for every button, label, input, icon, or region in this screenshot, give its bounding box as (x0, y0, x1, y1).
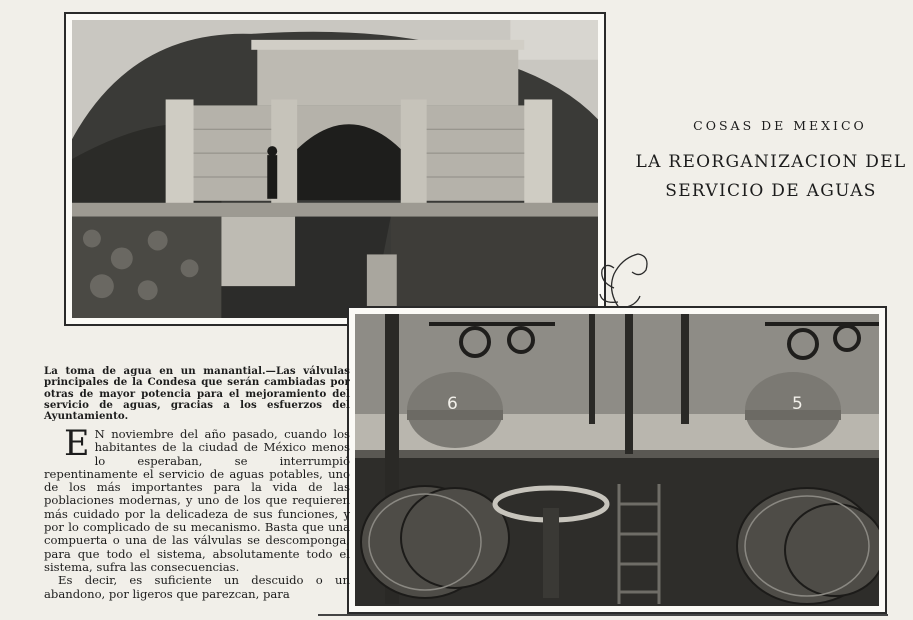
valve-label-5: 5 (792, 394, 803, 414)
valves-illustration (355, 314, 879, 606)
bottom-rule (318, 614, 888, 616)
photo-valves (347, 306, 887, 614)
article-body (44, 424, 350, 601)
body-paragraph-1 (44, 424, 350, 574)
title-line-1: LA REORGANIZACION DEL (635, 152, 907, 172)
water-intake-illustration (72, 20, 598, 318)
article-title (630, 148, 912, 206)
photo-water-intake (64, 12, 606, 326)
drop-cap: E (64, 424, 90, 464)
body-paragraph-2: Es decir, es suficiente un descuido o un abandono, por ligeros que parezcan, para (44, 573, 350, 601)
title-line-2: SERVICIO DE AGUAS (665, 181, 877, 201)
photo-caption: La toma de agua en un manantial.—Las válvulas principales de la Condesa que serán cambiadas por otras de mayor potencia para el mejoramiento del servicio de aguas, gracias a los esfuerzos del Ayuntamiento. (44, 365, 350, 423)
valve-label-6: 6 (447, 394, 458, 414)
body-paragraph-1-text: N noviembre del año pasado, cuando los habitantes de la ciudad de México menos lo esperaban, se interrumpió repentinamente el servicio de aguas potables, uno de los más importantes para la vida de las poblaciones modernas, y uno de los que requieren más cuidado por la delicadeza de sus funciones, y por lo complicado de su mecanismo. Basta que una compuerta o una de las válvulas se descomponga, para que todo el sistema, absolutamente todo el sistema, sufra las consecuencias. (44, 427, 350, 574)
section-kicker: COSAS DE MEXICO (693, 118, 867, 133)
